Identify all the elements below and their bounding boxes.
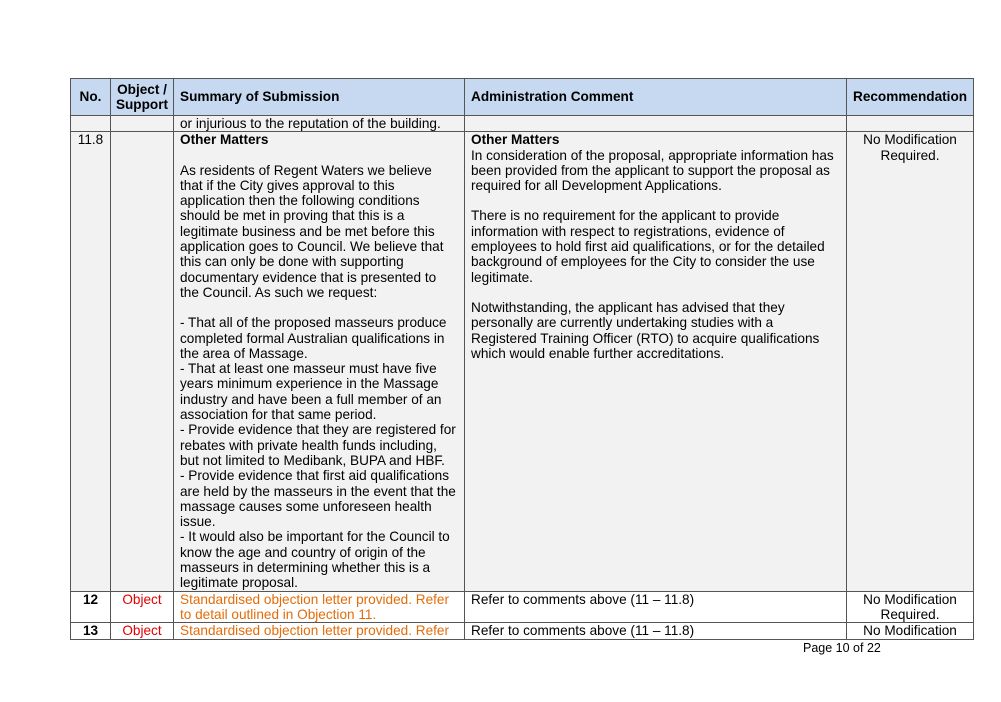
admin-heading: Other Matters (471, 132, 560, 148)
cell-recommendation: No Modification Required. (847, 591, 974, 623)
cell-object: Object (111, 591, 174, 623)
cell-object: Object (111, 623, 174, 639)
summary-item: - That at least one masseur must have five years minimum experience in the Massage industry and have been a full member of an association for that same period. (180, 361, 442, 423)
table-row-continuation (71, 116, 974, 132)
cell-object (111, 132, 174, 591)
cell-object (111, 116, 174, 132)
summary-heading: Other Matters (180, 132, 269, 148)
admin-paragraph: Notwithstanding, the applicant has advised that they personally are currently undertaking studies with a Registered Training Officer (RTO) to acquire qualifications which would enable further accreditations. (471, 299, 820, 361)
header-admin-comment: Administration Comment (465, 79, 847, 116)
table-row-11-8 (71, 132, 974, 591)
header-object-support-label: Object / Support (115, 82, 169, 112)
cell-summary: Standardised objection letter provided. Refer (174, 623, 465, 639)
page-number: Page 10 of 22 (803, 641, 881, 655)
summary-item: - It would also be important for the Council to know the age and country of origin of the masseurs in determining whether this is a legitimate proposal. (180, 529, 450, 591)
admin-paragraph: There is no requirement for the applicant to provide information with respect to registrations, evidence of employees to hold first aid qualifications, or for the detailed background of employees for the City to consider the use legitimate. (471, 208, 825, 285)
cell-summary (174, 132, 465, 591)
header-object-support (111, 79, 174, 116)
cell-summary: or injurious to the reputation of the building. (174, 116, 465, 132)
summary-item: - Provide evidence that first aid qualifications are held by the masseurs in the event that the massage causes some unforeseen health issue. (180, 468, 456, 530)
header-recommendation: Recommendation (847, 79, 974, 116)
submissions-table (70, 78, 974, 640)
cell-admin (465, 132, 847, 591)
summary-item: - Provide evidence that they are registered for rebates with private health funds including, but not limited to Medibank, BUPA and HBF. (180, 422, 456, 468)
header-summary: Summary of Submission (174, 79, 465, 116)
cell-no: 11.8 (71, 132, 111, 591)
header-no: No. (71, 79, 111, 116)
cell-admin: Refer to comments above (11 – 11.8) (465, 591, 847, 623)
cell-recommendation: No Modification (847, 623, 974, 639)
summary-paragraph: As residents of Regent Waters we believe that if the City gives approval to this application then the following conditions should be met in proving that this is a legitimate business and be met before this application goes to Council. We believe that this can only be done with supporting documentary evidence that is presented to the Council. As such we request: (180, 162, 444, 300)
cell-no: 13 (71, 623, 111, 639)
admin-paragraph: In consideration of the proposal, appropriate information has been provided from the applicant to support the proposal as required for all Development Applications. (471, 147, 834, 194)
summary-item: - That all of the proposed masseurs produce completed formal Australian qualifications in the area of Massage. (180, 315, 447, 361)
cell-no (71, 116, 111, 132)
table-row-12 (71, 591, 974, 623)
table-header-row (71, 79, 974, 116)
cell-admin (465, 116, 847, 132)
cell-no: 12 (71, 591, 111, 623)
cell-recommendation (847, 116, 974, 132)
cell-recommendation: No Modification Required. (847, 132, 974, 591)
cell-summary: Standardised objection letter provided. Refer to detail outlined in Objection 11. (174, 591, 465, 623)
table-row-13 (71, 623, 974, 639)
cell-admin: Refer to comments above (11 – 11.8) (465, 623, 847, 639)
